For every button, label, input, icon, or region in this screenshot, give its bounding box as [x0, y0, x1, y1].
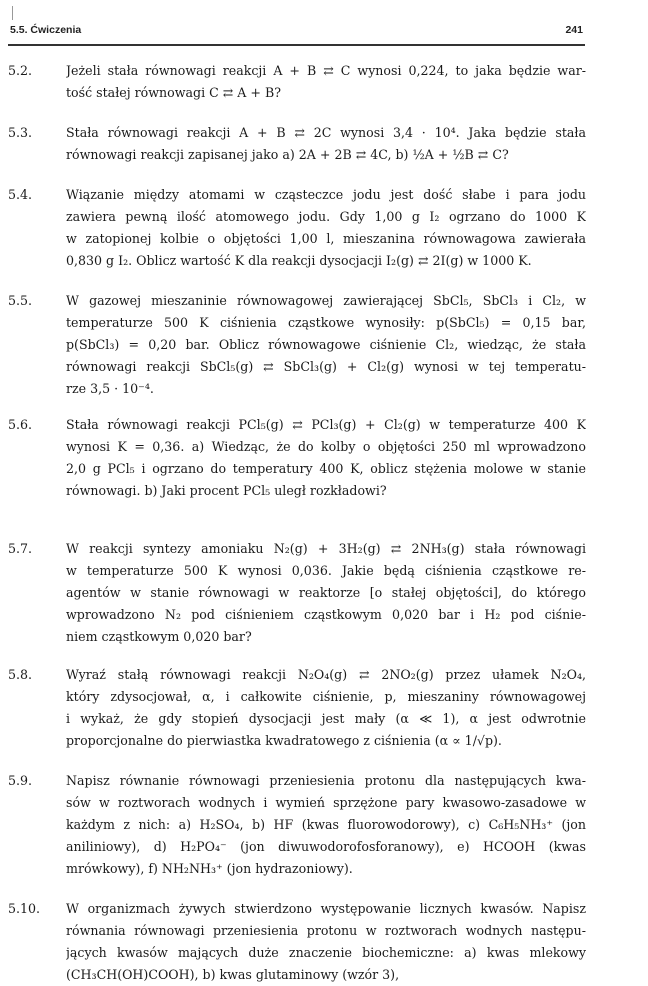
text-line: jących kwasów mających duże znaczenie biochemiczne: a) kwas mlekowy — [66, 945, 586, 960]
text-line: w temperaturze 500 K wynosi 0,036. Jakie będą ciśnienia cząstkowe re- — [66, 563, 586, 578]
exercise-number: 5.2. — [8, 63, 33, 78]
exercise-text — [66, 122, 586, 166]
exercise-number: 5.10. — [8, 901, 41, 916]
text-line: niem cząstkowym 0,020 bar? — [66, 629, 252, 644]
exercise-text — [66, 60, 586, 104]
text-line: rze 3,5 · 10⁻⁴. — [66, 381, 154, 396]
exercise-number: 5.6. — [8, 417, 33, 432]
section-title: 5.5. Ćwiczenia — [10, 24, 82, 36]
text-line: równania równowagi przeniesienia protonu w roztworach wodnych następu- — [66, 923, 586, 938]
text-line: Wiązanie między atomami w cząsteczce jodu jest dość słabe i para jodu — [66, 187, 586, 202]
text-line: (CH₃CH(OH)COOH), b) kwas glutaminowy (wzór 3), — [66, 967, 400, 982]
exercise-text — [66, 664, 586, 752]
text-line: wprowadzono N₂ pod ciśnieniem cząstkowym 0,020 bar i H₂ pod ciśnie- — [66, 607, 586, 622]
text-line: p(SbCl₃) = 0,20 bar. Oblicz równowagowe ciśnienie Cl₂, wiedząc, że stała — [66, 337, 586, 352]
text-line: 0,830 g I₂. Oblicz wartość K dla reakcji dysocjacji I₂(g) ⇄ 2I(g) w 1000 K. — [66, 253, 532, 268]
exercise-text — [66, 538, 586, 648]
running-header — [10, 22, 583, 42]
text-line: W gazowej mieszaninie równowagowej zawierającej SbCl₅, SbCl₃ i Cl₂, w — [66, 293, 586, 308]
page-number: 241 — [565, 24, 583, 36]
text-line: równowagi reakcji zapisanej jako a) 2A + 2B ⇄ 4C, b) ½A + ½B ⇄ C? — [66, 147, 509, 162]
text-line: każdym z nich: a) H₂SO₄, b) HF (kwas fluorowodorowy), c) C₆H₅NH₃⁺ (jon — [66, 817, 586, 832]
text-line: równowagi reakcji SbCl₅(g) ⇄ SbCl₃(g) + Cl₂(g) wynosi w tej temperatu- — [66, 359, 586, 374]
text-line: W reakcji syntezy amoniaku N₂(g) + 3H₂(g) ⇄ 2NH₃(g) stała równowagi — [66, 541, 586, 556]
exercise-number: 5.5. — [8, 293, 33, 308]
text-line: który zdysocjował, α, i całkowite ciśnienie, p, mieszaniny równowagowej — [66, 689, 586, 704]
text-line: Stała równowagi reakcji A + B ⇄ 2C wynosi 3,4 · 10⁴. Jaka będzie stała — [66, 125, 586, 140]
text-line: Jeżeli stała równowagi reakcji A + B ⇄ C wynosi 0,224, to jaka będzie war- — [66, 63, 586, 78]
exercise-number: 5.4. — [8, 187, 33, 202]
text-line: temperaturze 500 K ciśnienia cząstkowe wynosiły: p(SbCl₅) = 0,15 bar, — [66, 315, 586, 330]
exercise-number: 5.7. — [8, 541, 33, 556]
text-line: W organizmach żywych stwierdzono występowanie licznych kwasów. Napisz — [66, 901, 586, 916]
scan-mark — [12, 6, 13, 20]
text-line: agentów w stanie równowagi w reaktorze [o stałej objętości], do którego — [66, 585, 586, 600]
exercise-text — [66, 290, 586, 400]
exercise-text — [66, 770, 586, 880]
header-rule — [8, 44, 585, 46]
text-line: i wykaż, że gdy stopień dysocjacji jest mały (α ≪ 1), α jest odwrotnie — [66, 711, 586, 726]
text-line: równowagi. b) Jaki procent PCl₅ uległ rozkładowi? — [66, 483, 387, 498]
text-line: mrówkowy), f) NH₂NH₃⁺ (jon hydrazoniowy). — [66, 861, 353, 876]
exercise-number: 5.8. — [8, 667, 33, 682]
text-line: zawiera pewną ilość atomowego jodu. Gdy 1,00 g I₂ ogrzano do 1000 K — [66, 209, 586, 224]
exercise-text — [66, 898, 586, 986]
exercise-text — [66, 414, 586, 502]
text-line: w zatopionej kolbie o objętości 1,00 l, mieszanina równowagowa zawierała — [66, 231, 586, 246]
text-line: tość stałej równowagi C ⇄ A + B? — [66, 85, 281, 100]
text-line: Napisz równanie równowagi przeniesienia protonu dla następujących kwa- — [66, 773, 586, 788]
exercise-text — [66, 184, 586, 272]
text-line: Stała równowagi reakcji PCl₅(g) ⇄ PCl₃(g) + Cl₂(g) w temperaturze 400 K — [66, 417, 586, 432]
text-line: wynosi K = 0,36. a) Wiedząc, że do kolby o objętości 250 ml wprowadzono — [66, 439, 586, 454]
text-line: 2,0 g PCl₅ i ogrzano do temperatury 400 K, oblicz stężenia molowe w stanie — [66, 461, 586, 476]
text-line: aniliniowy), d) H₂PO₄⁻ (jon diwuwodorofosforanowy), e) HCOOH (kwas — [66, 839, 586, 854]
text-line: sów w roztworach wodnych i wymień sprzężone pary kwasowo-zasadowe w — [66, 795, 586, 810]
exercise-number: 5.9. — [8, 773, 33, 788]
text-line: Wyraź stałą równowagi reakcji N₂O₄(g) ⇄ 2NO₂(g) przez ułamek N₂O₄, — [66, 667, 586, 682]
exercise-number: 5.3. — [8, 125, 33, 140]
text-line: proporcjonalne do pierwiastka kwadratowego z ciśnienia (α ∝ 1/√p). — [66, 733, 502, 748]
